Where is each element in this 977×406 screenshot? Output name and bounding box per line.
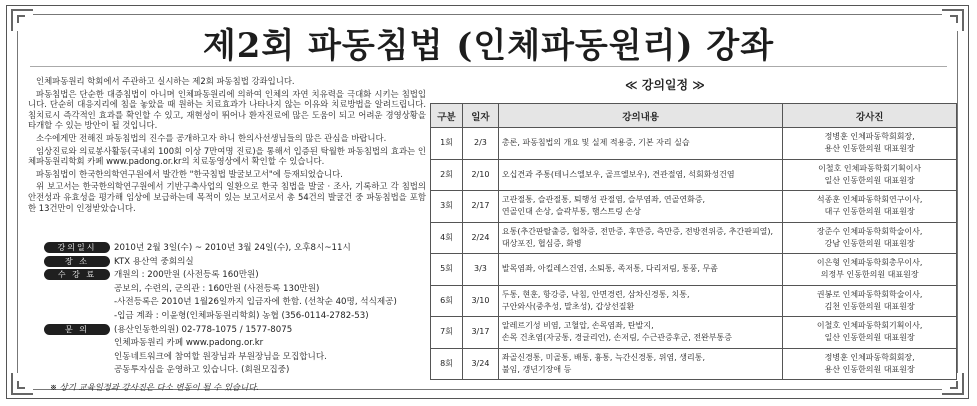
- session-content: 고관절통, 슬관절통, 퇴행성 관절염, 슬부염좌, 연골연화증, 연골인대 손상, 슬곽부통, 햄스트링 손상: [498, 191, 782, 223]
- intro-paragraph: 소수에게만 전해진 파동침법의 진수를 공개하고자 하니 한의사선생님들의 많은 관심을 바랍니다.: [36, 132, 387, 143]
- session-number: 1회: [431, 128, 463, 160]
- session-content: 총론, 파동침법의 개요 및 실제 적용증, 기본 자리 실습: [498, 128, 782, 160]
- session-date: 3/3: [462, 254, 498, 286]
- contact-line: 인동네트워크에 참여할 원장님과 부원장님을 모집합니다.: [114, 351, 327, 362]
- schedule-header-row: [431, 104, 957, 128]
- info-row-contact-cont: [44, 351, 434, 363]
- fee-line: -입금 계좌 : 이윤형(인체파동원리학회) 농협 (356-0114-2782-53): [114, 310, 369, 321]
- contact-line: 공동투자심을 운영하고 있습니다. (회원모집중): [114, 365, 290, 376]
- place-label: 장 소: [44, 256, 110, 267]
- session-content: 알레르기성 비염, 고혈압, 손목염좌, 탄발지, 손목 건초염(자궁통, 경글리언), 손저림, 수근관증후군, 전완부통증: [498, 317, 782, 349]
- info-row-fee-cont: [44, 310, 434, 322]
- header-date: 일자: [462, 104, 498, 128]
- intro-text: [28, 76, 426, 215]
- schedule-row: [431, 159, 957, 191]
- session-instructor: 정병훈 인체파동학회회장, 용산 인동한의원 대표원장: [783, 128, 957, 160]
- schedule-note: ※ 상기 교육일정과 강사진은 다소 변동이 될 수 있습니다.: [50, 382, 259, 392]
- schedule-row: [431, 285, 957, 317]
- session-number: 2회: [431, 159, 463, 191]
- place-value: KTX 용산역 중회의실: [114, 256, 194, 267]
- course-info: [44, 242, 434, 378]
- schedule-row: [431, 128, 957, 160]
- session-content: 요통(추간판탈출증, 협착증, 전만증, 후만증, 측만증, 전방전위증, 추간판피열), 대상포진, 협심증, 화병: [498, 222, 782, 254]
- session-instructor: 이철호 인체파동학회기획이사 일산 인동한의원 대표원장: [783, 159, 957, 191]
- intro-paragraph: 임상진료와 의료봉사활동(국내외 100회 이상 7만여명 진료)을 통해서 입증된 탁월한 파동침법의 효과는 인체파동원리학회 카페 www.padong.or.kr의 치료동영상에서 확인할 수 있습니다.: [28, 145, 426, 167]
- session-date: 3/17: [462, 317, 498, 349]
- session-date: 2/10: [462, 159, 498, 191]
- schedule-row: [431, 317, 957, 349]
- header-content: 강의내용: [498, 104, 782, 128]
- fee-line: 공보의, 수련의, 군의관 : 160만원 (사전등록 130만원): [114, 283, 320, 294]
- fee-label: 수 강 료: [44, 269, 110, 280]
- intro-paragraph: 파동침법은 단순한 대증침법이 아니며 인체파동원리에 의하여 인체의 자연 치유력을 극대화 시키는 침법입니다. 단순히 대응지리에 침을 놓았을 때 원하는 치료효과가 나타나지 않는 이유와 치료방법을 알려드립니다. 침치료시 즉각적인 효과를 확인할 수 있고, 재현성이 뛰어나 환자진료에 많은 도움이 되고 어려운 경영상황을 타개할 수 있는 방안이 될 것입니다.: [28, 88, 426, 131]
- session-number: 3회: [431, 191, 463, 223]
- info-row-fee-cont: [44, 283, 434, 295]
- header-no: 구분: [431, 104, 463, 128]
- header-instructor: 강사진: [783, 104, 957, 128]
- session-instructor: 이은형 인체파동학회총무이사, 의정부 인동한의원 대표원장: [783, 254, 957, 286]
- schedule-row: [431, 222, 957, 254]
- intro-paragraph: 인체파동원리 학회에서 주관하고 실시하는 제2회 파동침법 강좌입니다.: [36, 76, 295, 86]
- contact-line: 인체파동원리 카페 www.padong.or.kr: [114, 338, 264, 349]
- session-date: 2/3: [462, 128, 498, 160]
- info-row-fee-cont: [44, 296, 434, 308]
- session-content: 오십견과 주통(테니스엘보우, 골프엘보우), 견관절염, 석회화성건염: [498, 159, 782, 191]
- info-row-fee: [44, 269, 434, 281]
- corner-ornament-bottom-left: [11, 373, 33, 395]
- contact-line: (용산인동한의원) 02-778-1075 / 1577-8075: [114, 324, 293, 335]
- session-number: 7회: [431, 317, 463, 349]
- info-row-place: [44, 256, 434, 268]
- session-number: 5회: [431, 254, 463, 286]
- schedule-row: [431, 348, 957, 380]
- contact-label: 문 의: [44, 324, 110, 335]
- title-divider: [30, 66, 947, 67]
- date-label: 강의일시: [44, 242, 110, 253]
- info-row-contact-cont: [44, 337, 434, 349]
- session-date: 3/24: [462, 348, 498, 380]
- session-instructor: 석종훈 인체파동학회연구이사, 대구 인동한의원 대표원장: [783, 191, 957, 223]
- info-row-contact: [44, 324, 434, 336]
- session-date: 2/24: [462, 222, 498, 254]
- session-instructor: 이철호 인체파동학회기획이사, 일산 인동한의원 대표원장: [783, 317, 957, 349]
- fee-line: -사전등록은 2010년 1월26일까지 입금자에 한함. (선착순 40명, 석식제공): [114, 297, 397, 308]
- schedule-title: ≪ 강의일정 ≫: [625, 78, 705, 92]
- schedule-row: [431, 254, 957, 286]
- schedule-row: [431, 191, 957, 223]
- session-date: 3/10: [462, 285, 498, 317]
- fee-line: 개원의 : 200만원 (사전등록 160만원): [114, 270, 259, 281]
- intro-paragraph: 위 보고서는 한국한의학연구원에서 기반구축사업의 일환으로 한국 침법을 발굴 · 조사, 기록하고 각 침법의 안전성과 유효성을 평가해 임상에 보급하는데 목적이 있는 보고서로서 총 54건의 발굴건 중 파동침법을 포함한 13건만이 인정받았습니다.: [28, 181, 426, 213]
- session-instructor: 정병훈 인체파동학회회장, 용산 인동한의원 대표원장: [783, 348, 957, 380]
- session-content: 좌골신경통, 미골통, 배통, 흉통, 늑간신경통, 위염, 생리통, 불임, 갱년기장애 등: [498, 348, 782, 380]
- schedule-table: [430, 103, 957, 380]
- session-number: 4회: [431, 222, 463, 254]
- session-instructor: 장준수 인체파동학회학술이사, 강남 인동한의원 대표원장: [783, 222, 957, 254]
- session-number: 6회: [431, 285, 463, 317]
- session-instructor: 권봉로 인체파동학회학술이사, 김천 인동한의원 대표원장: [783, 285, 957, 317]
- session-content: 두통, 현훈, 항강증, 낙침, 안면경련, 삼차신경통, 치통, 구안와사(중추성, 말초성), 갑상선질환: [498, 285, 782, 317]
- date-value: 2010년 2월 3일(수) ~ 2010년 3월 24일(수), 오후8시~11시: [114, 243, 351, 253]
- session-number: 8회: [431, 348, 463, 380]
- page-title: 제2회 파동침법 (인체파동원리) 강좌: [202, 26, 775, 66]
- session-content: 발목염좌, 아킬레스건염, 소퇴통, 족저통, 다리저림, 통풍, 무좀: [498, 254, 782, 286]
- info-row-contact-cont: [44, 364, 434, 376]
- session-date: 2/17: [462, 191, 498, 223]
- intro-paragraph: 파동침법이 한국한의학연구원에서 발간한 "한국침법 발굴보고서"에 등재되었습니다.: [36, 168, 343, 179]
- info-row-date: [44, 242, 434, 254]
